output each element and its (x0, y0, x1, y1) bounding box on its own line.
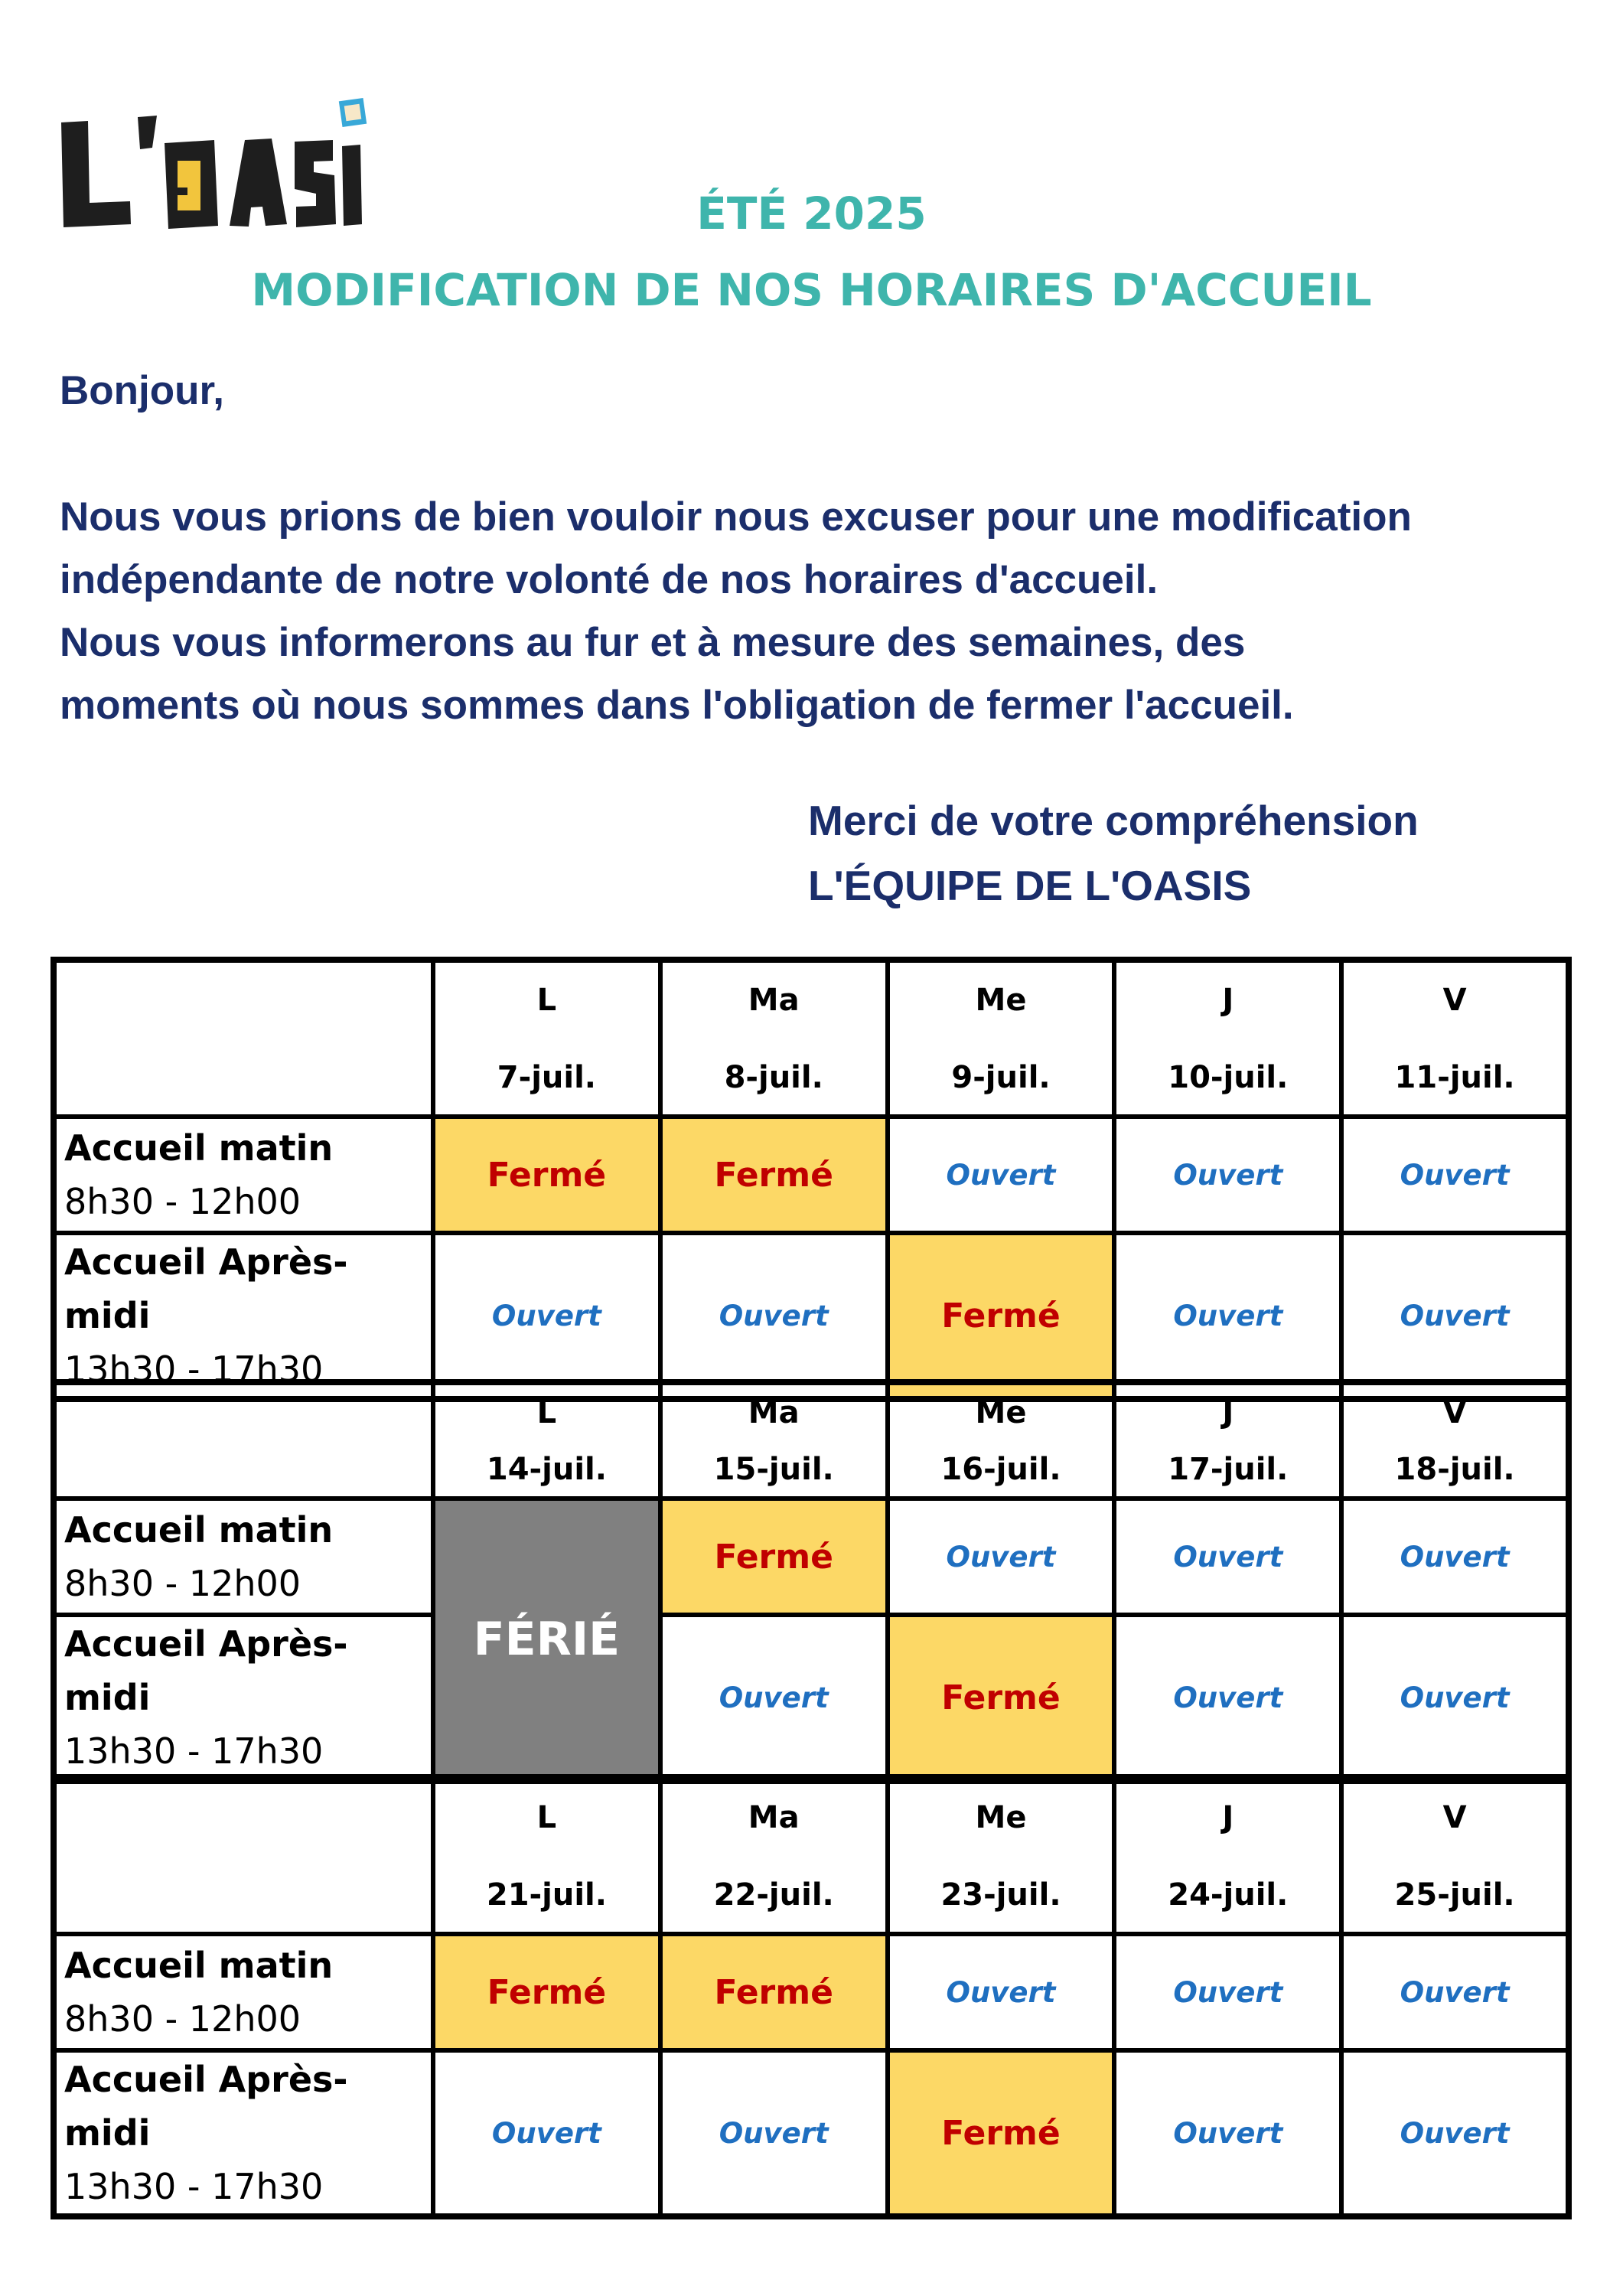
status-cell: Ouvert (1114, 1117, 1341, 1233)
season-title: ÉTÉ 2025 (696, 188, 927, 240)
letter-line: Nous vous informerons au fur et à mesure des semaines, des (60, 620, 1246, 665)
status-cell: Ouvert (660, 1233, 888, 1399)
status-cell: Fermé (888, 1233, 1115, 1399)
day-header: V 18-juil. (1341, 1382, 1569, 1499)
status-cell: Ouvert (888, 1934, 1115, 2050)
status-cell: Ouvert (888, 1117, 1115, 1233)
afternoon-row (54, 1233, 1569, 1399)
schedule-week-3 (51, 1774, 1572, 2219)
row-label: Accueil matin 8h30 - 12h00 (54, 1499, 433, 1615)
corner-cell (54, 960, 433, 1117)
status-cell: Ouvert (1114, 2050, 1341, 2216)
status-cell: Ouvert (1341, 1615, 1569, 1781)
letter-line: moments où nous sommes dans l'obligation de fermer l'accueil. (60, 683, 1294, 728)
row-label: Accueil Après-midi 13h30 - 17h30 (54, 2050, 433, 2216)
holiday-cell: FÉRIÉ (433, 1499, 660, 1781)
day-header: Ma 8-juil. (660, 960, 888, 1117)
morning-row (54, 1934, 1569, 2050)
day-header: Me 9-juil. (888, 960, 1115, 1117)
status-cell: Fermé (660, 1499, 888, 1615)
day-header: Ma 22-juil. (660, 1777, 888, 1934)
status-cell: Fermé (433, 1934, 660, 2050)
row-label: Accueil matin 8h30 - 12h00 (54, 1934, 433, 2050)
status-cell: Ouvert (1341, 1233, 1569, 1399)
status-cell: Ouvert (433, 2050, 660, 2216)
status-cell: Ouvert (1114, 1934, 1341, 2050)
letter-line: Nous vous prions de bien vouloir nous excuser pour une modification (60, 494, 1412, 540)
status-cell: Fermé (888, 2050, 1115, 2216)
morning-row (54, 1499, 1569, 1615)
day-header: L 14-juil. (433, 1382, 660, 1499)
status-cell: Fermé (888, 1615, 1115, 1781)
day-header: Me 16-juil. (888, 1382, 1115, 1499)
day-header: L 7-juil. (433, 960, 660, 1117)
morning-row (54, 1117, 1569, 1233)
letter-line: indépendante de notre volonté de nos horaires d'accueil. (60, 557, 1159, 602)
afternoon-row (54, 1615, 1569, 1781)
page-title: MODIFICATION DE NOS HORAIRES D'ACCUEIL (251, 264, 1372, 316)
day-header: V 11-juil. (1341, 960, 1569, 1117)
status-cell: Fermé (660, 1934, 888, 2050)
status-cell: Ouvert (888, 1499, 1115, 1615)
header-row (54, 1382, 1569, 1499)
status-cell: Fermé (660, 1117, 888, 1233)
status-cell: Ouvert (660, 2050, 888, 2216)
header-row (54, 960, 1569, 1117)
status-cell: Fermé (433, 1117, 660, 1233)
day-header: V 25-juil. (1341, 1777, 1569, 1934)
status-cell: Ouvert (1341, 1934, 1569, 2050)
status-cell: Ouvert (1114, 1615, 1341, 1781)
greeting: Bonjour, (60, 368, 224, 413)
day-header: L 21-juil. (433, 1777, 660, 1934)
schedule-week-2 (51, 1379, 1572, 1784)
day-header: J 17-juil. (1114, 1382, 1341, 1499)
day-header: J 24-juil. (1114, 1777, 1341, 1934)
status-cell: Ouvert (1341, 1499, 1569, 1615)
status-cell: Ouvert (1341, 2050, 1569, 2216)
status-cell: Ouvert (1114, 1499, 1341, 1615)
schedule-week-1 (51, 957, 1572, 1402)
corner-cell (54, 1777, 433, 1934)
row-label: Accueil Après-midi 13h30 - 17h30 (54, 1615, 433, 1781)
status-cell: Ouvert (660, 1615, 888, 1781)
status-cell: Ouvert (433, 1233, 660, 1399)
header-row (54, 1777, 1569, 1934)
day-header: Ma 15-juil. (660, 1382, 888, 1499)
row-label: Accueil Après-midi 13h30 - 17h30 (54, 1233, 433, 1399)
thanks-text: Merci de votre compréhension (808, 797, 1419, 844)
corner-cell (54, 1382, 433, 1499)
status-cell: Ouvert (1114, 1233, 1341, 1399)
status-cell: Ouvert (1341, 1117, 1569, 1233)
afternoon-row (54, 2050, 1569, 2216)
signature: L'ÉQUIPE DE L'OASIS (808, 862, 1252, 909)
day-header: J 10-juil. (1114, 960, 1341, 1117)
row-label: Accueil matin 8h30 - 12h00 (54, 1117, 433, 1233)
day-header: Me 23-juil. (888, 1777, 1115, 1934)
